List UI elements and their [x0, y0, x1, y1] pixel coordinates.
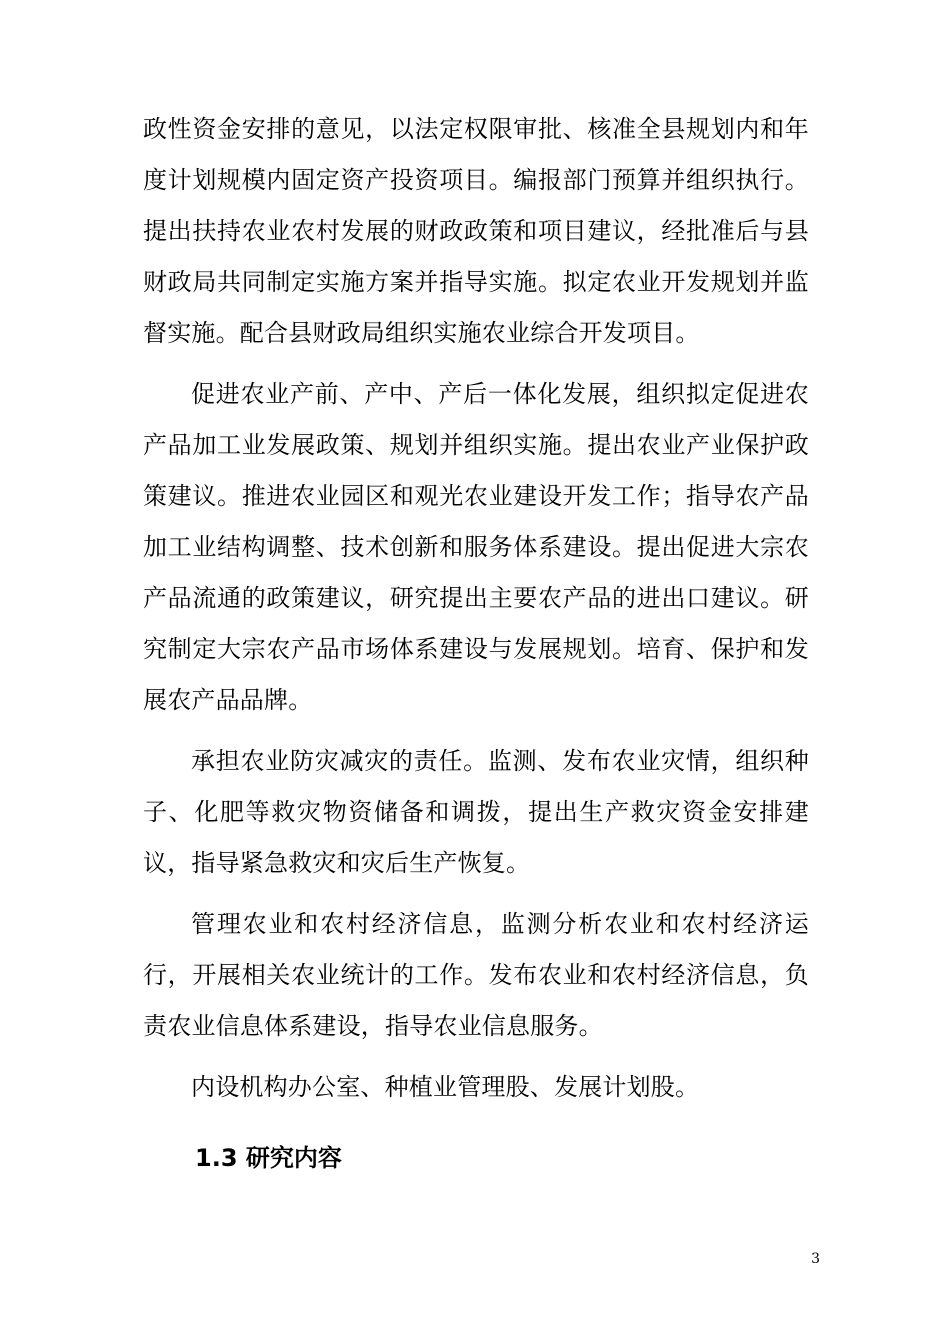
paragraph-2: 促进农业产前、产中、产后一体化发展，组织拟定促进农产品加工业发展政策、规划并组织实施。提出农业产业保护政策建议。推进农业园区和观光农业建设开发工作；指导农产品加工业结构调整、技术创新和服务体系建设。提出促进大宗农产品流通的政策建议，研究提出主要农产品的进出口建议。研究制定大宗农产品市场体系建设与发展规划。培育、保护和发展农产品品牌。 [143, 380, 809, 714]
paragraph-3: 承担农业防灾减灾的责任。监测、发布农业灾情，组织种子、化肥等救灾物资储备和调拨，提出生产救灾资金安排建议，指导紧急救灾和灾后生产恢复。 [143, 747, 809, 877]
paragraph-4: 管理农业和农村经济信息，监测分析农业和农村经济运行，开展相关农业统计的工作。发布农业和农村经济信息，负责农业信息体系建设，指导农业信息服务。 [143, 910, 809, 1040]
paragraph-5: 内设机构办公室、种植业管理股、发展计划股。 [191, 1073, 700, 1101]
section-heading: 1.3 研究内容 [195, 1144, 342, 1172]
page-number: 3 [811, 1251, 820, 1267]
document-body [143, 104, 809, 1184]
paragraph-1: 政性资金安排的意见，以法定权限审批、核准全县规划内和年度计划规模内固定资产投资项目。编报部门预算并组织执行。提出扶持农业农村发展的财政政策和项目建议，经批准后与县财政局共同制定实施方案并指导实施。拟定农业开发规划并监督实施。配合县财政局组织实施农业综合开发项目。 [143, 115, 809, 347]
